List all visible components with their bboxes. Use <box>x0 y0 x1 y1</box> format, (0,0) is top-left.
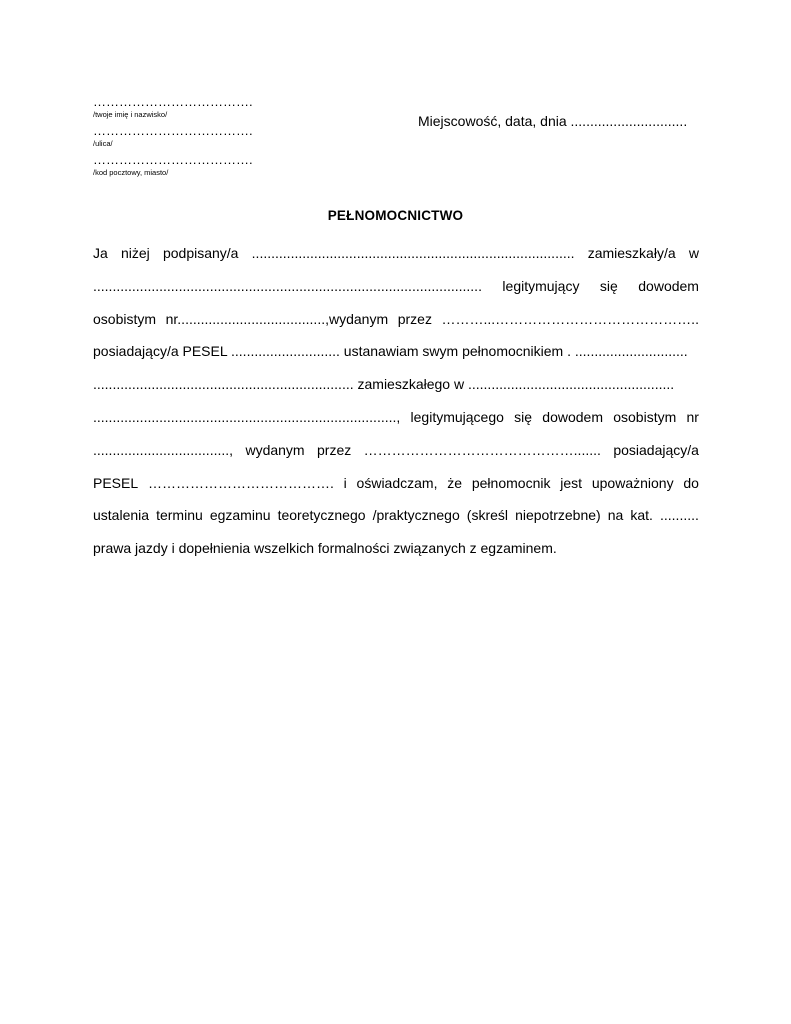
body-line <box>93 374 699 407</box>
body-word: dowodem <box>638 277 699 294</box>
street-dotted-line: ………………………………. <box>93 123 253 138</box>
city-dotted-line: ………………………………. <box>93 152 253 167</box>
body-line <box>93 538 699 571</box>
body-word: niepotrzebne) <box>515 507 601 524</box>
body-word: podpisany/a <box>162 245 239 261</box>
body-word: ..................................., <box>93 441 234 458</box>
body-line <box>93 243 699 276</box>
city-caption: /kod pocztowy, miasto/ <box>93 168 169 177</box>
body-word: kat. <box>630 507 653 524</box>
body-word: oświadczam, <box>356 474 438 491</box>
body-word: Ja <box>93 245 108 261</box>
document-title: PEŁNOMOCNICTWO <box>327 208 464 223</box>
body-word: przez <box>397 310 432 327</box>
body-word: wydanym <box>245 441 305 458</box>
body-word: upoważniony <box>591 474 674 491</box>
body-word: terminu <box>156 507 203 524</box>
body-word: ................................................................................... <box>251 245 575 261</box>
body-line <box>93 341 699 374</box>
body-word: nr <box>686 408 699 425</box>
body-word: na <box>607 507 624 524</box>
body-word: egzaminu <box>209 507 271 524</box>
body-word: się <box>599 277 618 294</box>
body-word: jest <box>560 474 583 491</box>
body-line <box>93 440 699 473</box>
body-word: .......... <box>660 507 699 524</box>
body-line <box>93 276 699 309</box>
body-word: legitymujący <box>502 277 580 294</box>
body-line <box>93 473 699 506</box>
body-word: /praktycznego <box>372 507 460 524</box>
body-word: osobistym <box>613 408 677 425</box>
body-word: posiadający/a PESEL ............................ ustanawiam swym pełnomocnikiem . ............................. <box>93 343 688 360</box>
sender-block <box>93 94 313 181</box>
body-word: i <box>343 474 347 491</box>
name-caption: /twoje imię i nazwisko/ <box>93 110 168 119</box>
body-word: (skreśl <box>466 507 509 524</box>
document-body <box>93 243 699 571</box>
name-dotted-line: ………………………………. <box>93 94 253 109</box>
body-word: pełnomocnik <box>471 474 551 491</box>
body-word: ................................................................... zamieszkałego w ..................................................... <box>93 376 675 393</box>
body-word: nr......................................,wydanym <box>165 310 389 327</box>
body-word: się <box>514 408 533 425</box>
body-word: .............................................................................., <box>93 408 401 425</box>
body-line <box>93 505 699 538</box>
body-word: teoretycznego <box>277 507 366 524</box>
body-word: posiadający/a <box>613 441 699 458</box>
body-word: PESEL <box>93 474 139 491</box>
body-word: że <box>447 474 463 491</box>
body-word: legitymującego <box>410 408 504 425</box>
body-line <box>93 309 699 342</box>
body-word: dowodem <box>542 408 603 425</box>
body-word: niżej <box>120 245 150 261</box>
body-word: ………………………………………....... <box>363 441 601 458</box>
place-date-line: Miejscowość, data, dnia .............................. <box>418 113 688 129</box>
body-word: w <box>688 245 699 261</box>
body-word: ………...…………………………………….. <box>441 310 699 327</box>
body-word: prawa jazdy i dopełnienia wszelkich formalności związanych z egzaminem. <box>93 540 557 557</box>
body-line <box>93 407 699 440</box>
body-word: ustalenia <box>93 507 150 524</box>
body-word: .................................................................................................... <box>93 277 482 294</box>
body-word: przez <box>317 441 352 458</box>
body-word: …………………………………. <box>147 474 334 491</box>
body-word: do <box>683 474 699 491</box>
body-word: osobistym <box>93 310 157 327</box>
body-word: zamieszkały/a <box>587 245 676 261</box>
street-caption: /ulica/ <box>93 139 113 148</box>
